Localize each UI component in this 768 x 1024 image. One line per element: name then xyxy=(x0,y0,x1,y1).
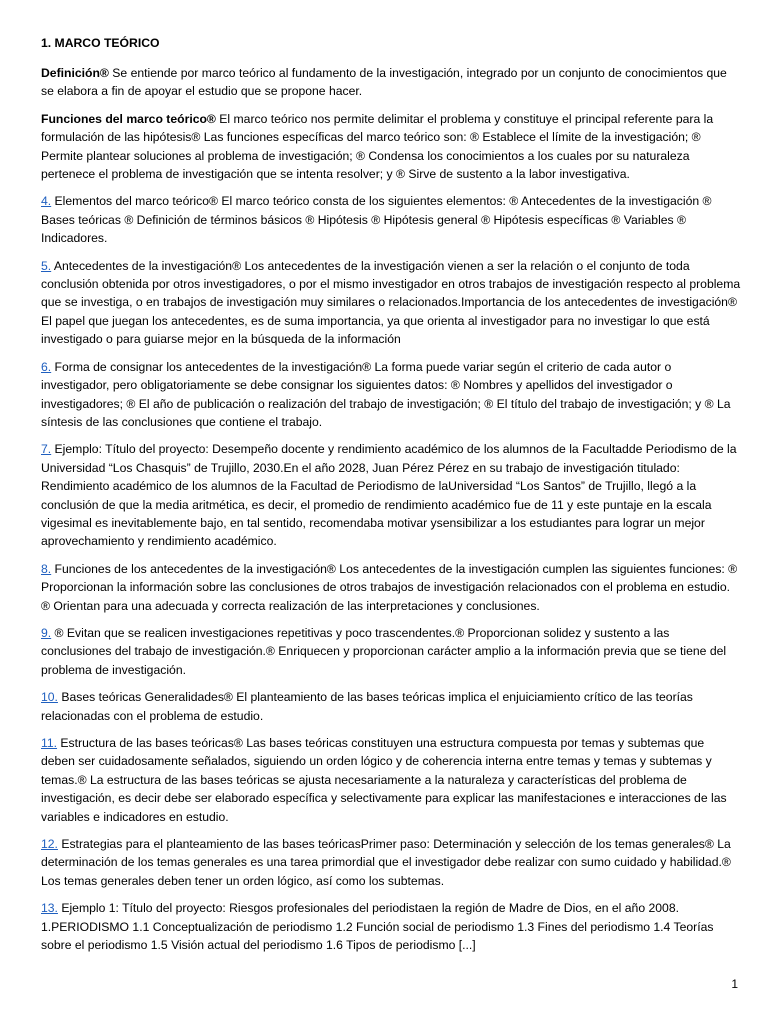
item-number-link[interactable]: 10. xyxy=(41,690,58,705)
paragraph-7 xyxy=(41,440,741,550)
paragraph-lead: Elementos del marco teórico® xyxy=(51,194,218,209)
item-number-link[interactable]: 5. xyxy=(41,258,52,273)
paragraph-body: Los antecedentes de la investigación vienen a ser la relación o el conjunto de toda conclusión obtenida por otros investigadores, o por el mismo investigador en otros trabajos de investigación respecto al problema que se investiga, o en trabajos de investigación muy similares o relacionados.Importancia de los antecedentes de investigación® El papel que juegan los antecedentes, es de suma importancia, ya que orienta al investigador para no investigar lo que está investigado o para guiarse mejor en la búsqueda de la información xyxy=(41,258,741,347)
paragraph-body: Se entiende por marco teórico al fundamento de la investigación, integrado por un conjunto de conocimientos que se elabora a fin de apoyar el estudio que se propone hacer. xyxy=(41,66,727,99)
paragraph-body: Estructura de las bases teóricas® Las bases teóricas constituyen una estructura compuesta por temas y subtemas que deben ser cuidadosamente señalados, siguiendo un orden lógico y de coherencia interna entre temas y temas y subtemas y temas.® La estructura de las bases teóricas se ajusta necesariamente a la naturaleza y características del problema de investigación, es decir debe ser elaborado específica y selectivamente para explicar las manifestaciones e interacciones de las variables e indicadores en estudio. xyxy=(41,736,727,824)
paragraph-4 xyxy=(41,192,741,247)
section-heading: 1. MARCO TEÓRICO xyxy=(41,36,160,50)
paragraph-lead: Funciones del marco teórico® xyxy=(41,111,216,126)
page-number: 1 xyxy=(731,977,738,991)
paragraph-13 xyxy=(41,899,741,954)
document-page xyxy=(41,34,741,963)
paragraph-lead: Antecedentes de la investigación® xyxy=(51,258,242,273)
paragraph-definicion xyxy=(41,64,741,101)
paragraph-lead: Definición® xyxy=(41,66,109,80)
paragraph-10 xyxy=(41,688,741,725)
item-number-link[interactable]: 4. xyxy=(41,194,52,209)
paragraph-5 xyxy=(41,257,741,349)
paragraph-body: Ejemplo 1: Título del proyecto: Riesgos profesionales del periodistaen la región de Madre de Dios, en el año 2008. 1.PERIODISMO 1.1 Conceptualización de periodismo 1.2 Función social de periodismo 1.3 Fines del periodismo 1.4 Teorías sobre el periodismo 1.5 Visión actual del periodismo 1.6 Tipos de periodismo [...] xyxy=(41,901,714,953)
paragraph-8 xyxy=(41,560,741,615)
item-number-link[interactable]: 11. xyxy=(41,736,58,750)
paragraph-6 xyxy=(41,358,741,432)
paragraph-body: Funciones de los antecedentes de la investigación® Los antecedentes de la investigación cumplen las siguientes funciones: ® Proporcionan la información sobre las conclusiones de otros trabajos de investigación relacionados con el problema en estudio. ® Orientan para una adecuada y correcta realización de las interpretaciones y conclusiones. xyxy=(41,561,738,613)
paragraph-body: ® Evitan que se realicen investigaciones repetitivas y poco trascendentes.® Proporcionan solidez y sustento a las conclusiones del trabajo de investigación.® Enriquecen y proporcionan carácter amplio a la información previa que se tiene del problema de investigación. xyxy=(41,625,727,677)
paragraph-body: El marco teórico consta de los siguientes elementos: ® Antecedentes de la investigación ® Bases teóricas ® Definición de términos básicos ® Hipótesis ® Hipótesis general ® Hipótesis específicas ® Variables ® Indicadores. xyxy=(41,194,712,246)
item-number-link[interactable]: 13. xyxy=(41,901,58,916)
item-number-link[interactable]: 8. xyxy=(41,561,52,576)
item-number-link[interactable]: 6. xyxy=(41,359,52,374)
paragraph-body: Estrategias para el planteamiento de las bases teóricasPrimer paso: Determinación y selección de los temas generales® La determinación de los temas generales es una tarea primordial que el investigador debe realizar con sumo cuidado y habilidad.® Los temas generales deben tener un orden lógico, así como los subtemas. xyxy=(41,837,731,888)
paragraph-11 xyxy=(41,734,741,826)
paragraph-body: Ejemplo: Título del proyecto: Desempeño docente y rendimiento académico de los alumnos de la Facultadde Periodismo de la Universidad “Los Chasquis” de Trujillo, 2030.En el año 2028, Juan Pérez Pérez en su trabajo de investigación titulado: Rendimiento académico de los alumnos de la Facultad de Periodismo de laUniversidad “Los Santos” de Trujillo, llegó a la conclusión de que la media aritmética, es decir, el promedio de rendimiento académico fue de 11 y este puntaje en la escala vigesimal es inevitablemente bajo, en tal sentido, recomendaba motivar ysensibilizar a los estudiantes para lograr un mejor aprovechamiento y rendimiento académico. xyxy=(41,442,737,549)
paragraph-body: Forma de consignar los antecedentes de la investigación® La forma puede variar según el criterio de cada autor o investigador, pero obligatoriamente se debe consignar los siguientes datos: ® Nombres y apellidos del investigador o investigadores; ® El año de publicación o realización del trabajo de investigación; ® El título del trabajo de investigación; y ® La síntesis de las conclusiones que contiene el trabajo. xyxy=(41,359,731,429)
paragraph-9 xyxy=(41,624,741,679)
item-number-link[interactable]: 9. xyxy=(41,625,52,640)
paragraph-funciones xyxy=(41,110,741,184)
paragraph-12 xyxy=(41,835,741,890)
item-number-link[interactable]: 12. xyxy=(41,837,58,852)
item-number-link[interactable]: 7. xyxy=(41,442,52,457)
paragraph-body: Bases teóricas Generalidades® El planteamiento de las bases teóricas implica el enjuiciamiento crítico de las teorías relacionadas con el problema de estudio. xyxy=(41,690,693,723)
paragraph-body: El marco teórico nos permite delimitar el problema y constituye el principal referente para la formulación de las hipótesis® Las funciones específicas del marco teórico son: ® Establece el límite de la investigación; ® Permite plantear soluciones al problema de investigación; ® Condensa los conocimientos a los cuales por su naturaleza pertenece el problema de investigación que se intenta resolver; y ® Sirve de sustento a la labor investigativa. xyxy=(41,111,714,182)
